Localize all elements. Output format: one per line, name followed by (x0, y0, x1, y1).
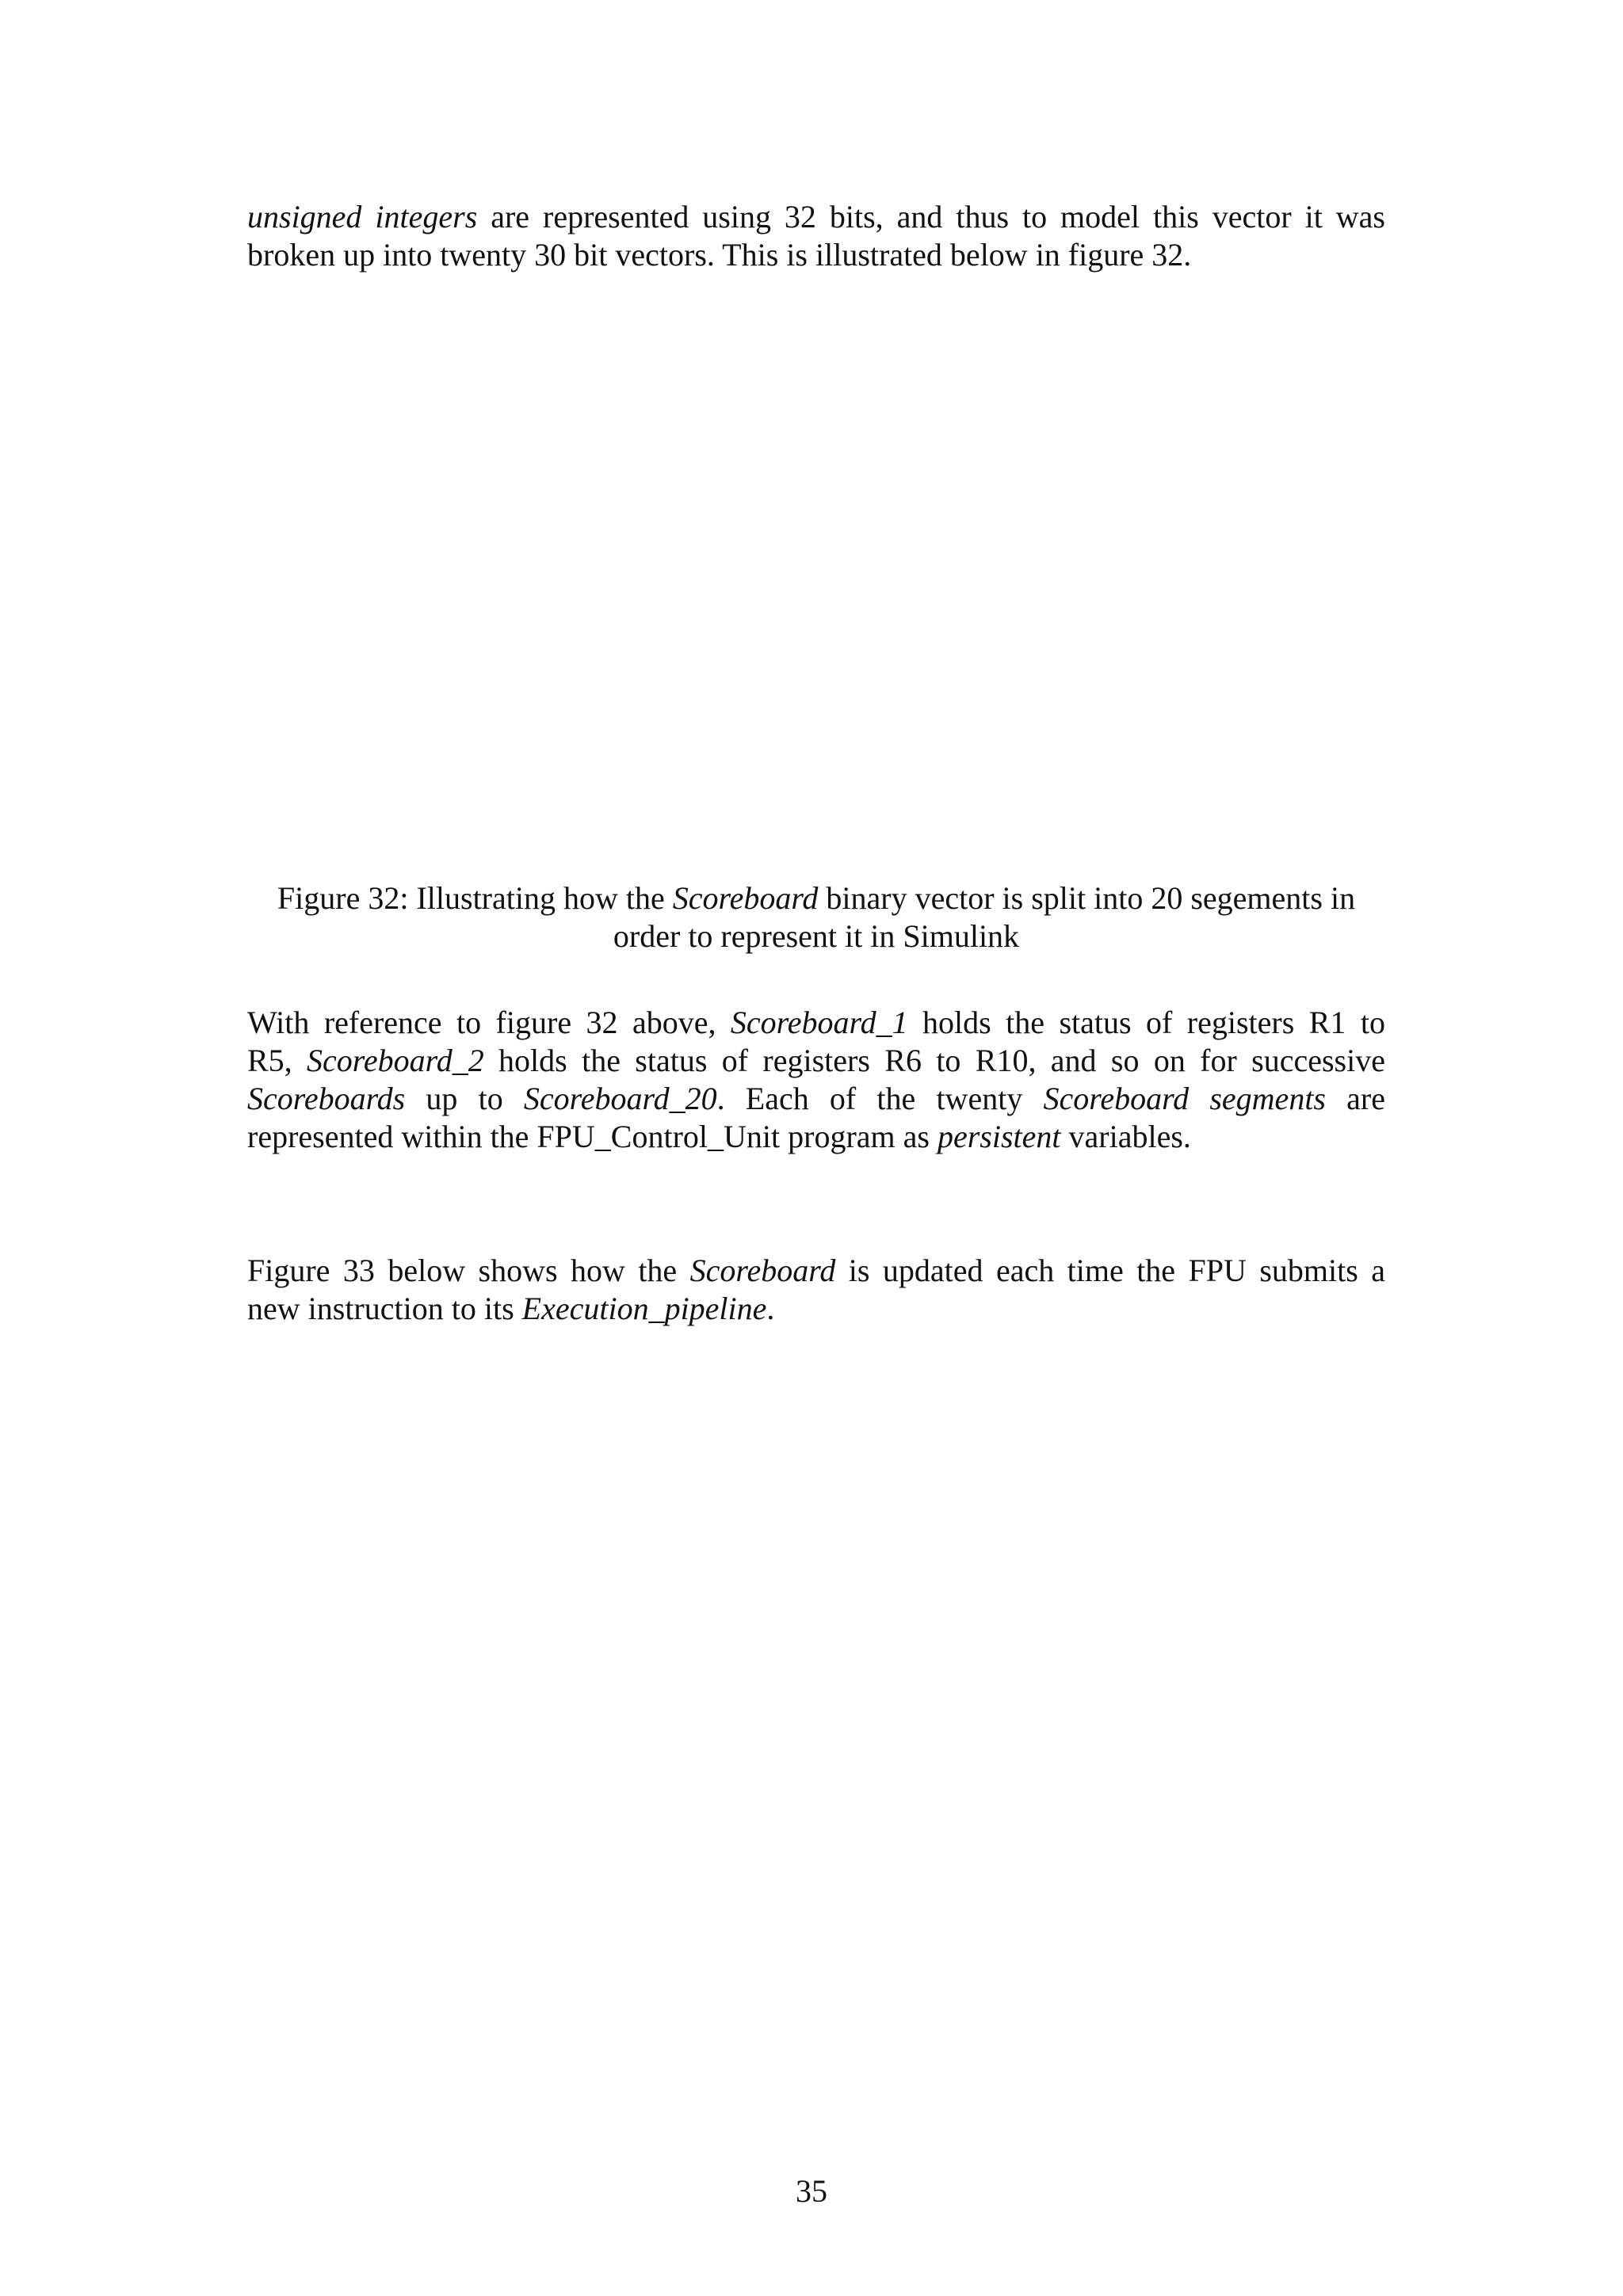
emphasis: Scoreboard_2 (307, 1043, 484, 1078)
scoreboard-line-1: With reference to figure 32 above, Scoreboard_1 holds the status of registers R1 to (247, 1005, 1385, 1040)
figure-33-intro-paragraph (247, 1252, 1385, 1328)
emphasis: Scoreboard (689, 1253, 836, 1288)
emphasis: persistent (937, 1119, 1061, 1154)
intro-paragraph (247, 198, 1385, 274)
scoreboard-line-3: Scoreboards up to Scoreboard_20. Each of the twenty Scoreboard segments are (247, 1081, 1386, 1116)
intro-line-2: broken up into twenty 30 bit vectors. This is illustrated below in figure 32. (247, 237, 1192, 273)
figure-33-line-1: Figure 33 below shows how the Scoreboard is updated each time the FPU submits a (247, 1253, 1385, 1288)
emphasis: unsigned integers (247, 199, 478, 235)
emphasis: Execution_pipeline (521, 1291, 767, 1326)
emphasis: Scoreboard segments (1043, 1081, 1326, 1116)
scoreboard-line-4: represented within the FPU_Control_Unit program as persistent variables. (247, 1119, 1191, 1154)
emphasis: Scoreboards (247, 1081, 406, 1116)
emphasis: Scoreboard_20 (523, 1081, 717, 1116)
figure-33-area (247, 1347, 1385, 2139)
scoreboard-line-2: R5, Scoreboard_2 holds the status of registers R6 to R10, and so on for successive (247, 1043, 1385, 1078)
emphasis: Scoreboard_1 (730, 1005, 908, 1040)
intro-line-1: unsigned integers are represented using 32 bits, and thus to model this vector it was (247, 199, 1385, 235)
caption-line-2: order to represent it in Simulink (613, 918, 1020, 954)
scoreboard-paragraph (247, 1004, 1385, 1156)
page-number: 35 (796, 2173, 827, 2209)
figure-32-caption (247, 879, 1385, 955)
emphasis: Scoreboard (672, 880, 819, 916)
figure-32-area (247, 301, 1385, 856)
caption-line-1: Figure 32: Illustrating how the Scoreboard binary vector is split into 20 segements in (277, 880, 1356, 916)
figure-33-line-2: new instruction to its Execution_pipeline. (247, 1291, 775, 1326)
